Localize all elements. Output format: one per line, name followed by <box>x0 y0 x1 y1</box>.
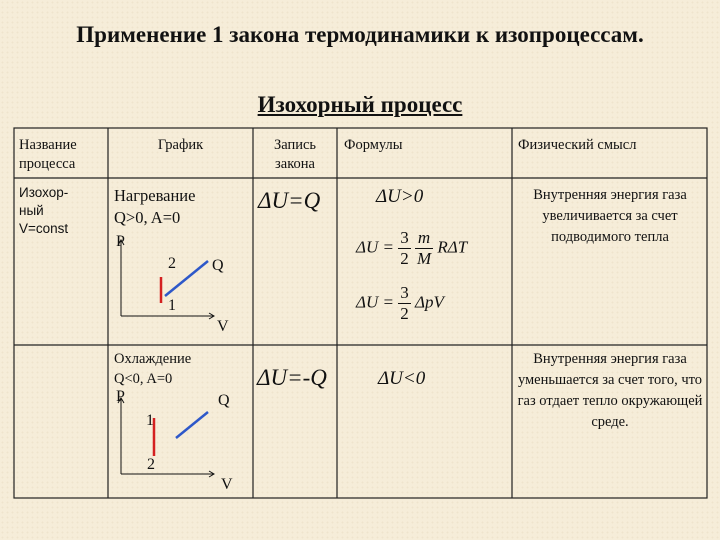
heating-point-1: 1 <box>168 297 176 314</box>
cooling-formula-sign: ΔU<0 <box>378 368 426 389</box>
header-graph: График <box>157 137 204 153</box>
cooling-axis-v: V <box>221 476 233 493</box>
cooling-point-2: 2 <box>147 456 155 473</box>
heating-condition: Q>0, A=0 <box>114 208 181 227</box>
cooling-point-1: 1 <box>146 412 154 429</box>
page-title: Применение 1 закона термодинамики к изопроцессам. <box>76 22 644 47</box>
cooling-q-label: Q <box>218 392 230 409</box>
heating-axis-v: V <box>217 318 229 335</box>
cooling-q-arrow <box>176 412 208 438</box>
heating-axis-p: P <box>116 233 125 250</box>
heating-formula-pv: ΔU = $\frac{3}{2}$ ΔpV <box>356 283 444 323</box>
cooling-axis-p: P <box>116 388 125 405</box>
process-name: Изохор- ный V=const <box>19 185 69 236</box>
page-subtitle: Изохорный процесс <box>257 92 463 117</box>
header-meaning: Физический смысл <box>518 137 637 153</box>
heating-graph <box>108 230 253 340</box>
heating-q-label: Q <box>212 257 224 274</box>
heating-meaning: Внутренняя энергия газа увеличивается за счет подводимого тепла <box>533 187 687 245</box>
cooling-axes <box>118 398 214 477</box>
heating-axes <box>118 240 214 319</box>
header-formulas: Формулы <box>344 137 403 153</box>
heating-law: ΔU=Q <box>258 188 321 213</box>
heating-title: Нагревание <box>114 186 196 205</box>
header-name: Название процесса <box>19 137 77 172</box>
heating-formula-temperature: ΔU = $\frac{3}{2}$ $\frac{m}{M}$ RΔT <box>356 228 468 268</box>
heating-formula-sign: ΔU>0 <box>376 186 424 207</box>
cooling-condition: Q<0, A=0 <box>114 371 173 387</box>
cooling-law: ΔU=-Q <box>257 365 327 390</box>
cooling-title: Охлаждение <box>114 351 192 367</box>
header-law: Запись закона <box>273 137 317 172</box>
cooling-meaning: Внутренняя энергия газа уменьшается за счет того, что газ отдает тепло окружающей среде. <box>517 351 703 430</box>
heating-point-2: 2 <box>168 255 176 272</box>
